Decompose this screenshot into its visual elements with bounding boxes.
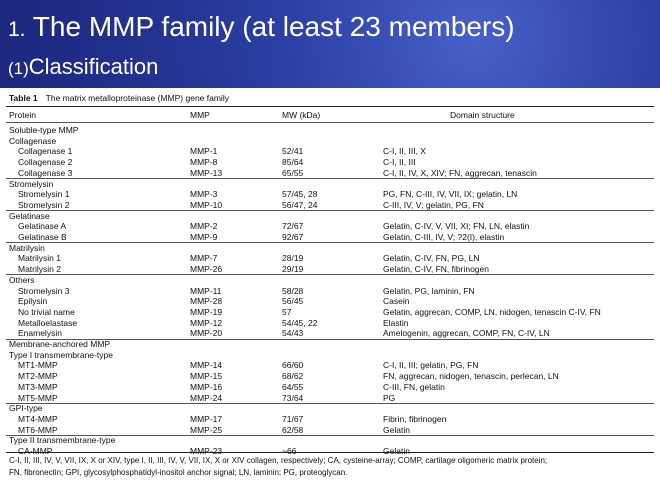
row-molecular-weight: 29/19: [282, 264, 304, 275]
row-domain-structure: C-I, II, III; gelatin, PG, FN: [383, 360, 479, 371]
row-molecular-weight: 72/67: [282, 221, 304, 232]
row-subgroup-label: Collagenase: [9, 135, 57, 146]
row-protein-name: Enamelysin: [18, 328, 62, 339]
table-footnote-line-2: FN, fibronectin; GPI, glycosylphosphatidyl-inositol anchor signal; LN, laminin; PG, proteoglycan.: [9, 468, 348, 477]
table-footnote-line-1: C-I, II, III, IV, V, VII, IX, X or XIV, type I, II, III, IV, V, VII, IX, X or XIV collagen, respectively; CA, cysteine-array; COMP, cartilage oligomeric matrix protein;: [9, 456, 548, 465]
row-mmp-id: MMP-24: [190, 392, 223, 403]
row-molecular-weight: 64/55: [282, 381, 304, 392]
row-protein-name: Metalloelastase: [18, 317, 78, 328]
row-domain-structure: Gelatin, C-III, IV, V; ?2(I), elastin: [383, 232, 505, 242]
header-mmp: MMP: [190, 110, 210, 120]
slide-subtitle: [8, 54, 158, 82]
row-mmp-id: MMP-13: [190, 167, 223, 178]
group-separator-rule: [6, 210, 654, 211]
row-protein-name: MT4-MMP: [18, 413, 58, 424]
row-mmp-id: MMP-1: [190, 146, 218, 157]
row-molecular-weight: 54/45, 22: [282, 317, 318, 328]
row-mmp-id: MMP-2: [190, 221, 218, 232]
row-domain-structure: Gelatin: [383, 424, 410, 435]
row-molecular-weight: 66/60: [282, 360, 304, 371]
group-separator-rule: [6, 274, 654, 275]
row-molecular-weight: 57: [282, 306, 292, 317]
row-molecular-weight: 54/43: [282, 328, 304, 339]
row-domain-structure: C-I, II, III: [383, 157, 416, 168]
row-mmp-id: MMP-26: [190, 264, 223, 275]
row-molecular-weight: ~66: [282, 446, 297, 456]
row-molecular-weight: 62/58: [282, 424, 304, 435]
row-mmp-id: MMP-25: [190, 424, 223, 435]
row-protein-name: Matrilysin 2: [18, 264, 61, 275]
row-mmp-id: MMP-16: [190, 381, 223, 392]
row-molecular-weight: 73/64: [282, 392, 304, 403]
row-subgroup-label: Gelatinase: [9, 210, 50, 221]
row-molecular-weight: 56/45: [282, 296, 304, 307]
table-caption-label: Table 1: [9, 93, 38, 103]
row-molecular-weight: 58/28: [282, 285, 304, 296]
row-protein-name: Collagenase 1: [18, 146, 73, 157]
header-mw: MW (kDa): [282, 110, 321, 120]
group-separator-rule: [6, 403, 654, 404]
row-mmp-id: MMP-8: [190, 157, 218, 168]
table-bottom-rule: [6, 452, 654, 453]
header-domain-structure: Domain structure: [450, 110, 515, 120]
row-domain-structure: PG, FN, C-III, IV, VII, IX; gelatin, LN: [383, 189, 518, 200]
row-molecular-weight: 68/62: [282, 371, 304, 382]
row-protein-name: Stromelysin 2: [18, 199, 70, 210]
row-molecular-weight: 92/67: [282, 232, 304, 242]
row-domain-structure: Amelogenin, aggrecan, COMP, FN, C-IV, LN: [383, 328, 550, 339]
group-separator-rule: [6, 178, 654, 179]
row-protein-name: Matrilysin 1: [18, 253, 61, 264]
row-domain-structure: Casein: [383, 296, 410, 307]
row-domain-structure: Fibrin, fibrinogen: [383, 413, 447, 424]
row-mmp-id: MMP-3: [190, 189, 218, 200]
row-mmp-id: MMP-7: [190, 253, 218, 264]
row-domain-structure: PG: [383, 392, 396, 403]
row-protein-name: No trivial name: [18, 306, 75, 317]
row-mmp-id: MMP-12: [190, 317, 223, 328]
header-protein: Protein: [9, 110, 36, 120]
row-domain-structure: C-III, FN, gelatin: [383, 381, 445, 392]
row-mmp-id: MMP-11: [190, 285, 222, 296]
row-molecular-weight: 52/41: [282, 146, 304, 157]
row-protein-name: Gelatinase A: [18, 221, 67, 232]
row-domain-structure: C-I, II, III, X: [383, 146, 426, 157]
row-mmp-id: MMP-28: [190, 296, 223, 307]
row-protein-name: Stromelysin 3: [18, 285, 70, 296]
row-molecular-weight: 57/45, 28: [282, 189, 318, 200]
row-domain-structure: Elastin: [383, 317, 409, 328]
row-molecular-weight: 56/47, 24: [282, 199, 318, 210]
row-protein-name: Epilysin: [18, 296, 48, 307]
row-subgroup-label: Stromelysin: [9, 178, 54, 189]
mmp-table: [0, 88, 660, 480]
row-protein-name: MT3-MMP: [18, 381, 58, 392]
row-domain-structure: FN, aggrecan, nidogen, tenascin, perlecan, LN: [383, 371, 559, 382]
row-protein-name: MT6-MMP: [18, 424, 58, 435]
slide-subtitle-number: (1): [8, 59, 29, 78]
row-mmp-id: MMP-20: [190, 328, 223, 339]
slide-title-number: 1.: [8, 18, 26, 41]
row-mmp-id: MMP-17: [190, 413, 223, 424]
row-domain-structure: C-III, IV, V; gelatin, PG, FN: [383, 199, 484, 210]
row-mmp-id: MMP-9: [190, 232, 218, 242]
row-mmp-id: MMP-10: [190, 199, 223, 210]
row-protein-name: Collagenase 3: [18, 167, 73, 178]
row-domain-structure: Gelatin, PG, laminin, FN: [383, 285, 475, 296]
row-protein-name: Gelatinase B: [18, 232, 67, 242]
row-molecular-weight: 65/55: [282, 167, 304, 178]
table-caption-text: The matrix metalloproteinase (MMP) gene family: [45, 93, 229, 103]
row-domain-structure: Gelatin, C-IV, FN, fibrinogen: [383, 264, 489, 275]
row-subgroup-label: Type I transmembrane-type: [9, 349, 113, 360]
row-mmp-id: MMP-15: [190, 371, 223, 382]
slide-title: [8, 10, 515, 47]
slide-subtitle-text: Classification: [28, 54, 159, 79]
row-molecular-weight: 71/67: [282, 413, 304, 424]
row-domain-structure: Gelatin, C-IV, V, VII, XI; FN, LN, elastin: [383, 221, 530, 232]
slide-title-text: The MMP family (at least 23 members): [25, 11, 515, 42]
group-separator-rule: [6, 242, 654, 243]
table-caption: [9, 93, 229, 103]
row-protein-name: MT1-MMP: [18, 360, 58, 371]
row-protein-name: MT2-MMP: [18, 371, 58, 382]
row-subgroup-label: GPI-type: [9, 403, 43, 414]
row-subgroup-label: Type II transmembrane-type: [9, 435, 116, 446]
table-header-rule: [6, 122, 654, 123]
row-subgroup-label: Matrilysin: [9, 242, 45, 253]
row-domain-structure: Gelatin, C-IV, FN, PG, LN: [383, 253, 480, 264]
row-protein-name: CA-MMP: [18, 446, 53, 456]
row-mmp-id: MMP-14: [190, 360, 223, 371]
row-group-label: Membrane-anchored MMP: [9, 339, 111, 349]
row-molecular-weight: 85/64: [282, 157, 304, 168]
row-mmp-id: MMP-19: [190, 306, 223, 317]
table-top-rule: [6, 106, 654, 107]
row-domain-structure: C-I, II, IV, X, XIV; FN, aggrecan, tenascin: [383, 167, 537, 178]
row-mmp-id: MMP-23: [190, 446, 223, 456]
row-protein-name: Collagenase 2: [18, 157, 73, 168]
row-protein-name: Stromelysin 1: [18, 189, 70, 200]
row-molecular-weight: 28/19: [282, 253, 304, 264]
row-domain-structure: Gelatin, aggrecan, COMP, LN, nidogen, tenascin C-IV, FN: [383, 306, 601, 317]
row-domain-structure: Gelatin: [383, 446, 410, 456]
row-subgroup-label: Others: [9, 274, 35, 285]
row-group-label: Soluble-type MMP: [9, 125, 79, 135]
row-protein-name: MT5-MMP: [18, 392, 58, 403]
